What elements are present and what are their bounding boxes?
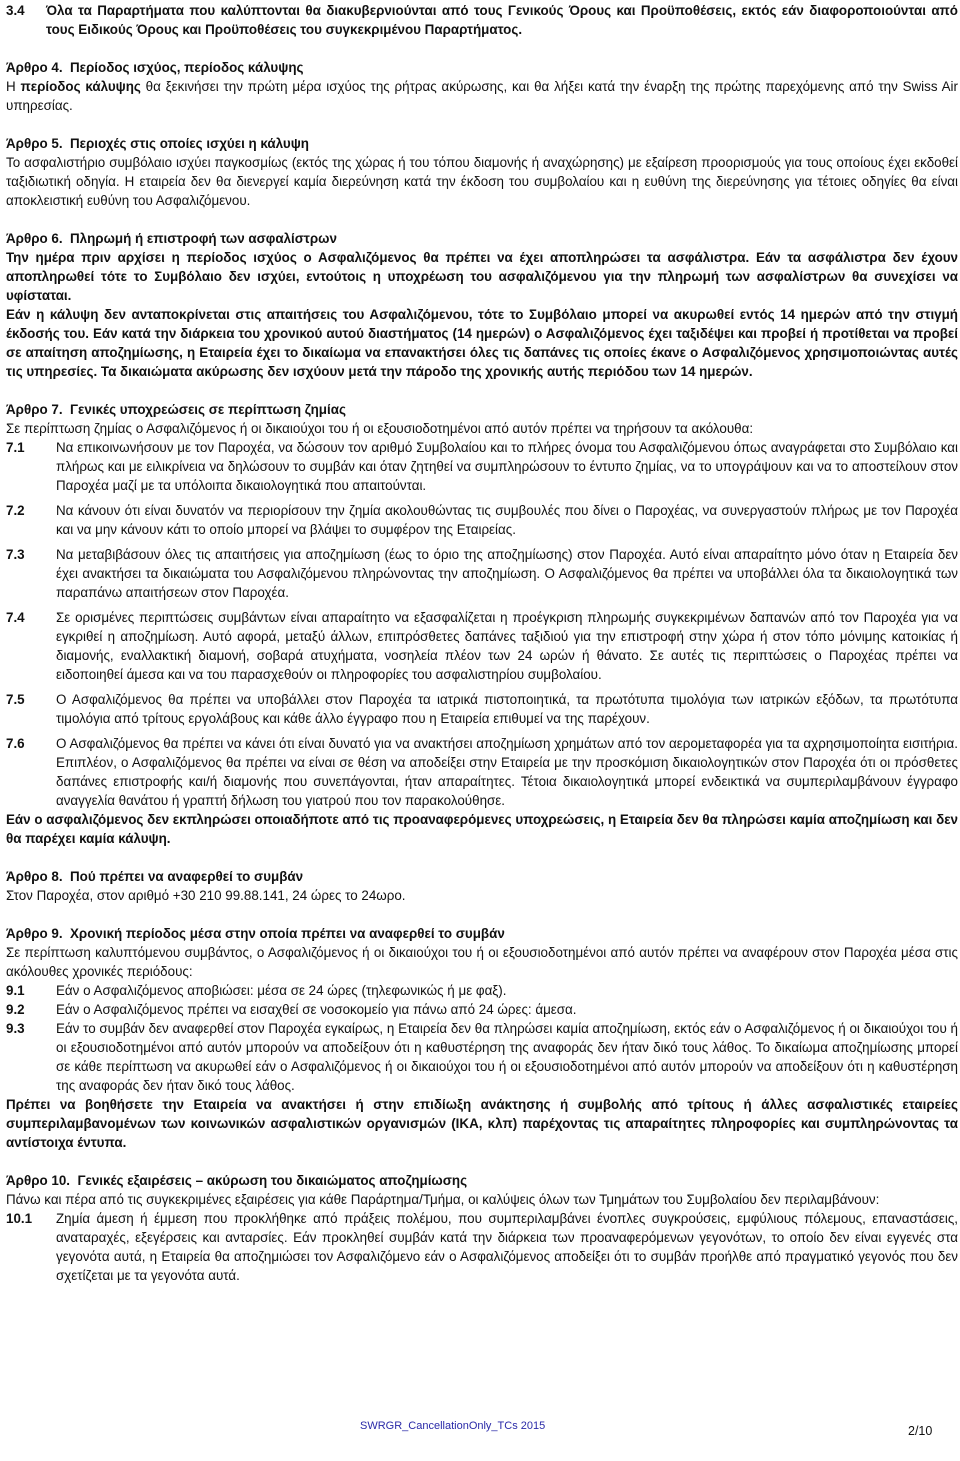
article-label: Άρθρο 8.	[6, 869, 63, 884]
article-10-intro: Πάνω και πέρα από τις συγκεκριμένες εξαιρέσεις για κάθε Παράρτημα/Τμήμα, οι καλύψεις όλων των Τμημάτων του Συμβολαίου δεν περιλαμβάνουν:	[6, 1192, 880, 1207]
clause-10-1	[6, 1209, 958, 1285]
article-9-closing: Πρέπει να βοηθήσετε την Εταιρεία να ανακτήσει ή στην επιδίωξη ανάκτησης ή συμβολής από τρίτους ή άλλες ασφαλιστικές εταιρείες συμπεριλαμβανομένων των κοινωνικών ασφαλιστικών οργανισμών (ΙΚΑ, κλπ) παρέχοντας τις απαραίτητες πληροφορίες και συμπληρώνοντας τα αντίστοιχα έντυπα.	[6, 1097, 958, 1150]
clause-text: Ο Ασφαλιζόμενος θα πρέπει να κάνει ότι είναι δυνατό για να ανακτήσει αποζημίωση χρημάτων από τον αερομεταφορέα για τα αχρησιμοποίητα εισιτήρια. Επιπλέον, ο Ασφαλιζόμενος θα πρέπει να είναι σε θέση να αποδείξει στην Εταιρεία με την προσκόμιση δικαιολογητικών στον Παροχέα ότι οι πρόσθετες δαπάνες επιστροφής και/ή διαμονής που συνεπάγονται, ήταν απαραίτητες. Τέτοια δικαιολογητικά μπορεί ενδεικτικά να συμπεριλαμβάνουν έγγραφο αναγγελία θανάτου ή γραπτή δήλωση του γιατρού που τον παρακολούθησε.	[56, 736, 958, 808]
clause-number: 7.5	[6, 692, 25, 707]
clause-7-3	[6, 545, 958, 602]
article-title: Πού πρέπει να αναφερθεί το συμβάν	[70, 869, 304, 884]
clause-number: 9.1	[6, 983, 25, 998]
clause-text: Να μεταβιβάσουν όλες τις απαιτήσεις για αποζημίωση (έως το όριο της αποζημίωσης) στον Παροχέα. Αυτό είναι απαραίτητο μόνο όταν η Εταιρεία δεν έχει ανακτήσει τα δικαιώματα του Ασφαλιζόμενου πληρώνοντας την αποζημίωση. Ο Ασφαλιζόμενος θα πρέπει να υποβάλλει όλα τα δικαιολογητικά των παραπάνω απαιτήσεων στον Παροχέα.	[56, 547, 958, 600]
text-run: θα ξεκινήσει την πρώτη μέρα ισχύος της ρήτρας ακύρωσης, και θα λήξει κατά την έναρξη της πρώτης παρεχόμενης από την Swiss Air υπηρεσίας.	[6, 79, 958, 113]
clause-number: 9.3	[6, 1021, 25, 1036]
article-5-heading	[6, 134, 958, 153]
text-run: Η	[6, 79, 21, 94]
article-title: Χρονική περίοδος μέσα στην οποία πρέπει να αναφερθεί το συμβάν	[70, 926, 505, 941]
clause-number: 9.2	[6, 1002, 25, 1017]
clause-7-2	[6, 501, 958, 539]
article-8-text: Στον Παροχέα, στον αριθμό +30 210 99.88.141, 24 ώρες το 24ωρο.	[6, 888, 406, 903]
clause-text: Να επικοινωνήσουν με τον Παροχέα, να δώσουν τον αριθμό Συμβολαίου και το πλήρες όνομα του Ασφαλιζόμενου όπως αναγράφεται στο Συμβόλαιο και πλήρως και με ειλικρίνεια να δηλώσουν το συμβάν και όταν ζητηθεί να συμπληρώσουν το έντυπο ζημίας, να το υπογράψουν και να το αποστείλουν στον Παροχέα μαζί με τα υπόλοιπα δικαιολογητικά που απαιτούνται.	[56, 440, 958, 493]
clause-text: Εάν ο Ασφαλιζόμενος αποβιώσει: μέσα σε 24 ώρες (τηλεφωνικώς ή με φαξ).	[56, 983, 507, 998]
clause-text: Σε ορισμένες περιπτώσεις συμβάντων είναι απαραίτητο να εξασφαλίζεται η προέγκριση πληρωμής συγκεκριμένων δαπανών από τον Παροχέα για να εγκριθεί η αποζημίωση. Αυτό αφορά, μεταξύ άλλων, επιπρόσθετες δαπάνες ταξιδιού για την επιστροφή στην χώρα ή στον τόπο μόνιμης κατοικίας ή διαμονής, εναλλακτική διαμονή, σοβαρά ατυχήματα, νοσηλεία πλέον των 24 ωρών ή θάνατο. Σε αυτές τις περιπτώσεις ο Παροχέας πρέπει να ειδοποιηθεί άμεσα και να του παρασχεθούν οι πληροφορίες του ασφαλιστηρίου συμβολαίου.	[56, 610, 958, 682]
article-7-intro: Σε περίπτωση ζημίας ο Ασφαλιζόμενος ή οι δικαιούχοι του ή οι εξουσιοδοτημένοι από αυτόν πρέπει να τηρήσουν τα ακόλουθα:	[6, 421, 754, 436]
clause-number: 3.4	[6, 3, 25, 18]
article-9-intro: Σε περίπτωση καλυπτόμενου συμβάντος, ο Ασφαλιζόμενος ή οι δικαιούχοι του ή οι εξουσιοδοτημένοι από αυτόν πρέπει να αναφέρουν στον Παροχέα μέσα στις ακόλουθες χρονικές περιόδους:	[6, 945, 958, 979]
clause-number: 7.4	[6, 610, 25, 625]
article-10-heading	[6, 1171, 958, 1190]
clause-number: 7.1	[6, 440, 25, 455]
clause-7-5	[6, 690, 958, 728]
article-7-closing: Εάν ο ασφαλιζόμενος δεν εκπληρώσει οποιαδήποτε από τις προαναφερόμενες υποχρεώσεις, η Εταιρεία δεν θα πληρώσει καμία αποζημίωση και δεν θα παρέχει καμία κάλυψη.	[6, 812, 958, 846]
clause-text: Ο Ασφαλιζόμενος θα πρέπει να υποβάλλει στον Παροχέα τα ιατρικά πιστοποιητικά, τα πρωτότυπα τιμολόγια των ιατρικών εξόδων, τα πρωτότυπα τιμολόγια από τρίτους εργολάβους και κάθε άλλο έγγραφο που η Εταιρεία επιθυμεί να της παρέχουν.	[56, 692, 958, 726]
article-4-text	[6, 77, 958, 115]
clause-9-3	[6, 1019, 958, 1095]
clause-text: Να κάνουν ότι είναι δυνατόν να περιορίσουν την ζημία ακολουθώντας τις συμβουλές που δίνει ο Παροχέας, να συνεργαστούν πλήρως με τον Παροχέα και να μην κάνουν κάτι το οποίο μπορεί να βλάψει το συμφέρον της Εταιρείας.	[56, 503, 958, 537]
clause-3-4	[6, 1, 958, 39]
article-label: Άρθρο 4.	[6, 60, 63, 75]
article-label: Άρθρο 7.	[6, 402, 63, 417]
clause-number: 7.2	[6, 503, 25, 518]
article-9-heading	[6, 924, 958, 943]
clause-7-1	[6, 438, 958, 495]
article-label: Άρθρο 10.	[6, 1173, 70, 1188]
clause-9-1	[6, 981, 958, 1000]
footer-page-number: 2/10	[908, 1424, 933, 1438]
clause-9-2	[6, 1000, 958, 1019]
document-body	[6, 1, 958, 1285]
article-6-heading	[6, 229, 958, 248]
clause-text: Όλα τα Παραρτήματα που καλύπτονται θα διακυβερνιούνται από τους Γενικούς Όρους και Προϋποθέσεις, εκτός εάν διαφοροποιούνται από τους Ειδικούς Όρους και Προϋποθέσεις του συγκεκριμένου Παραρτήματος.	[46, 3, 958, 37]
article-label: Άρθρο 9.	[6, 926, 63, 941]
clause-number: 7.6	[6, 736, 25, 751]
article-title: Πληρωμή ή επιστροφή των ασφαλίστρων	[70, 231, 337, 246]
article-title: Περιοχές στις οποίες ισχύει η κάλυψη	[70, 136, 309, 151]
clause-text: Εάν το συμβάν δεν αναφερθεί στον Παροχέα εγκαίρως, η Εταιρεία δεν θα πληρώσει καμία αποζημίωση, εκτός εάν ο Ασφαλιζόμενος ή οι δικαιούχοι του ή οι εξουσιοδοτημένοι από αυτόν μπορούν να αποδείξουν ότι η καθυστέρηση της αναφοράς δεν ήταν δικό τους λάθος. Το δικαίωμα αποζημίωσης μπορεί σε κάθε περίπτωση να ακυρωθεί εάν ο Ασφαλιζόμενος ή οι δικαιούχοι του ή οι εξουσιοδοτημένοι από αυτόν μπορούν να αποδείξουν ότι η καθυστέρηση της αναφοράς δεν ήταν δικό τους λάθος.	[56, 1021, 958, 1093]
article-label: Άρθρο 6.	[6, 231, 63, 246]
article-8-heading	[6, 867, 958, 886]
article-label: Άρθρο 5.	[6, 136, 63, 151]
clause-text: Ζημία άμεση ή έμμεση που προκλήθηκε από πράξεις πολέμου, που συμπεριλαμβάνει ένοπλες συγκρούσεις, εμφύλιους πόλεμους, επαναστάσεις, αναταραχές, εξεγέρσεις και ανταρσίες. Εάν προκληθεί συμβάν κατά την διάρκεια των προαναφερόμενων γεγονότων, το οποίο δεν είναι εγγενές στα γεγονότα αυτά, η Εταιρεία θα αποζημιώσει τον Ασφαλιζόμενο εάν ο Ασφαλιζόμενος αποδείξει ότι το συμβάν προήλθε από πραγματικό γεγονός που δεν σχετίζεται με τα γεγονότα αυτά.	[56, 1211, 958, 1283]
clause-7-4	[6, 608, 958, 684]
clause-text: Εάν ο Ασφαλιζόμενος πρέπει να εισαχθεί σε νοσοκομείο για πάνω από 24 ώρες: άμεσα.	[56, 1002, 577, 1017]
clause-number: 7.3	[6, 547, 25, 562]
article-7-heading	[6, 400, 958, 419]
article-title: Γενικές εξαιρέσεις – ακύρωση του δικαιώματος αποζημίωσης	[77, 1173, 468, 1188]
text-run-bold: περίοδος κάλυψης	[20, 79, 141, 94]
footer-document-code: SWRGR_CancellationOnly_TCs 2015	[360, 1420, 546, 1432]
article-6-para-1: Την ημέρα πριν αρχίσει η περίοδος ισχύος ο Ασφαλιζόμενος θα πρέπει να έχει αποπληρώσει τα ασφάλιστρα. Εάν τα ασφάλιστρα δεν έχουν αποπληρωθεί τότε το Συμβόλαιο δεν ισχύει, εντούτοις η υποχρέωση του ασφαλιζόμενου για την πληρωμή των ασφαλίστρων θα συνεχίσει να υφίσταται.	[6, 250, 958, 303]
clause-number: 10.1	[6, 1211, 33, 1226]
article-title: Περίοδος ισχύος, περίοδος κάλυψης	[70, 60, 304, 75]
article-5-text: Το ασφαλιστήριο συμβόλαιο ισχύει παγκοσμίως (εκτός της χώρας ή του τόπου διαμονής ή αναχώρησης) με εξαίρεση προορισμούς για τους οποίους έχει εκδοθεί ταξιδιωτική οδηγία. Η εταιρεία δεν θα διενεργεί καμία διερεύνηση κατά την έκδοση του συμβολαίου και η ευθύνη της διερεύνησης για τέτοιες οδηγίες θα είναι αποκλειστική ευθύνη του Ασφαλιζόμενου.	[6, 155, 958, 208]
article-6-para-2: Εάν η κάλυψη δεν ανταποκρίνεται στις απαιτήσεις του Ασφαλιζόμενου, τότε το Συμβόλαιο μπορεί να ακυρωθεί εντός 14 ημερών από την στιγμή έκδοσής του. Εάν κατά την διάρκεια του χρονικού αυτού διαστήματος (14 ημερών) ο Ασφαλιζόμενος έχει ταξιδέψει και προβεί ή προτίθεται να προβεί σε απαίτηση αποζημίωσης, η Εταιρεία έχει το δικαίωμα να επανακτήσει όλες τις δαπάνες τις οποίες έκανε ο Ασφαλιζόμενος χρησιμοποιώντας αυτές τις υπηρεσίες. Τα δικαιώματα ακύρωσης δεν ισχύουν μετά την πάροδο της χρονικής αυτής περιόδου των 14 ημερών.	[6, 307, 958, 379]
clause-7-6	[6, 734, 958, 810]
article-4-heading	[6, 58, 958, 77]
article-title: Γενικές υποχρεώσεις σε περίπτωση ζημίας	[70, 402, 346, 417]
